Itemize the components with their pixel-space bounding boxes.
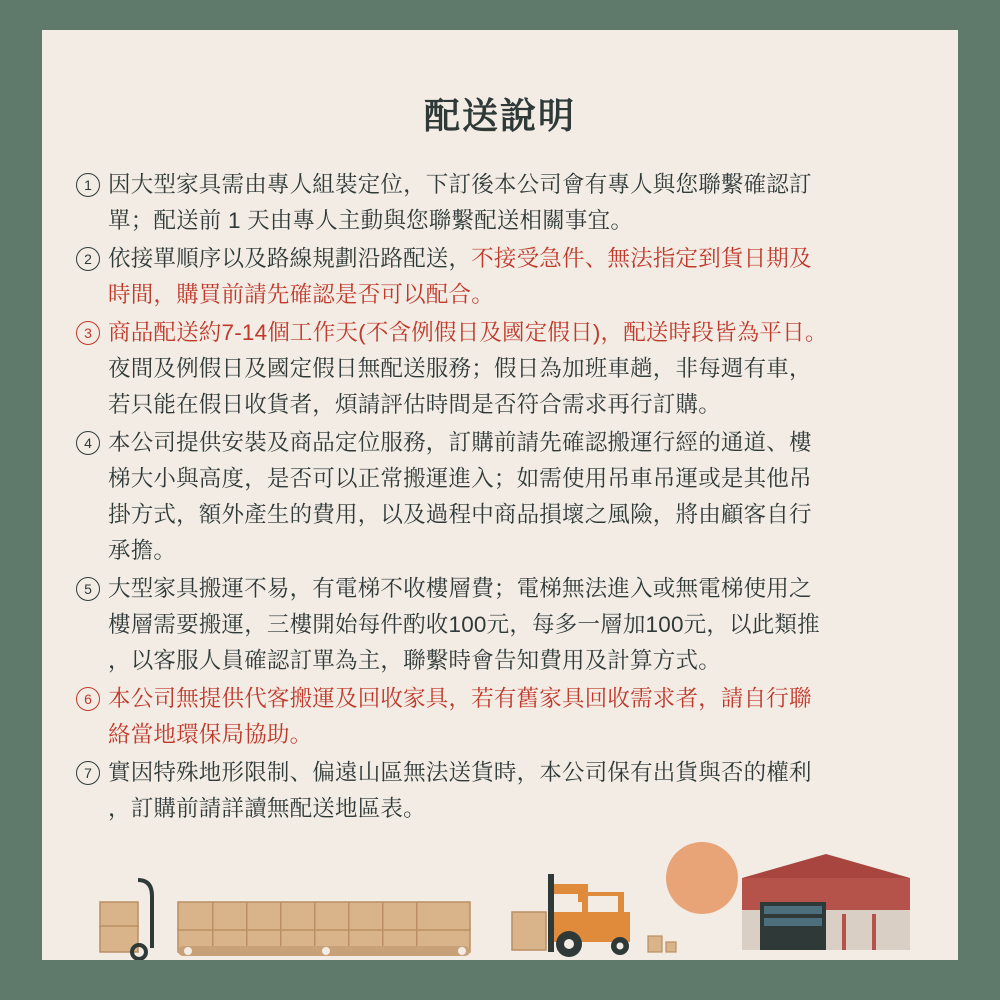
- list-item-text: [108, 755, 812, 827]
- text-segment: 樓層需要搬運，三樓開始每件酌收100元，每多一層加100元，以此類推: [108, 612, 820, 637]
- text-segment: 商品配送約7-14個工作天(不含例假日及國定假日)，配送時段皆為平日。: [108, 320, 828, 345]
- list-item-text: [108, 681, 812, 753]
- list-item: [76, 425, 928, 569]
- text-segment: 夜間及例假日及國定假日無配送服務；假日為加班車趟，非每週有車，: [108, 356, 812, 381]
- list-item-number: 7: [76, 761, 100, 785]
- list-item-line: [108, 717, 812, 753]
- list-item-line: [108, 203, 812, 239]
- text-segment: 單；配送前 1 天由專人主動與您聯繫配送相關事宜。: [108, 208, 634, 233]
- delivery-info-card: [42, 30, 958, 960]
- list-item-line: [108, 755, 812, 791]
- list-item-line: [108, 607, 820, 643]
- list-item-text: [108, 167, 812, 239]
- page-title: 配送說明: [423, 95, 576, 136]
- list-item-line: [108, 571, 820, 607]
- list-item-line: [108, 425, 812, 461]
- list-item-line: [108, 277, 812, 313]
- text-segment: 實因特殊地形限制、偏遠山區無法送貨時，本公司保有出貨與否的權利: [108, 760, 812, 785]
- text-segment: 若只能在假日收貨者，煩請評估時間是否符合需求再行訂購。: [108, 392, 721, 417]
- list-item-text: [108, 425, 812, 569]
- text-segment: 承擔。: [108, 538, 177, 563]
- list-item: [76, 681, 928, 753]
- list-item: [76, 755, 928, 827]
- text-segment: 掛方式，額外產生的費用，以及過程中商品損壞之風險，將由顧客自行: [108, 502, 812, 527]
- list-item-line: [108, 387, 828, 423]
- text-segment: 時間，購買前請先確認是否可以配合。: [108, 282, 494, 307]
- list-item-line: [108, 167, 812, 203]
- list-item-number: 2: [76, 247, 100, 271]
- list-item-number: 4: [76, 431, 100, 455]
- text-segment: 本公司提供安裝及商品定位服務，訂購前請先確認搬運行經的通道、樓: [108, 430, 812, 455]
- text-segment: 因大型家具需由專人組裝定位，下訂後本公司會有專人與您聯繫確認訂: [108, 172, 812, 197]
- list-item-text: [108, 315, 828, 423]
- text-segment: ，以客服人員確認訂單為主，聯繫時會告知費用及計算方式。: [108, 648, 721, 673]
- text-segment: 梯大小與高度，是否可以正常搬運進入；如需使用吊車吊運或是其他吊: [108, 466, 812, 491]
- text-segment: ，訂購前請詳讀無配送地區表。: [108, 796, 426, 821]
- text-segment: 依接單順序以及路線規劃沿路配送，: [108, 246, 472, 271]
- text-segment: 本公司無提供代客搬運及回收家具，若有舊家具回收需求者，請自行聯: [108, 686, 812, 711]
- text-segment: 不接受急件、無法指定到貨日期及: [471, 246, 812, 271]
- list-item-line: [108, 497, 812, 533]
- list-item-line: [108, 681, 812, 717]
- delivery-terms-list: [42, 167, 958, 827]
- list-item-number: 3: [76, 321, 100, 345]
- list-item-line: [108, 315, 828, 351]
- list-item-line: [108, 533, 812, 569]
- list-item-text: [108, 571, 820, 679]
- list-item-number: 5: [76, 577, 100, 601]
- list-item-line: [108, 643, 820, 679]
- list-item-line: [108, 461, 812, 497]
- list-item-line: [108, 241, 812, 277]
- list-item: [76, 167, 928, 239]
- list-item: [76, 571, 928, 679]
- list-item-number: 6: [76, 687, 100, 711]
- list-item-number: 1: [76, 173, 100, 197]
- text-segment: 大型家具搬運不易，有電梯不收樓層費；電梯無法進入或無電梯使用之: [108, 576, 812, 601]
- list-item-line: [108, 791, 812, 827]
- list-item-line: [108, 351, 828, 387]
- list-item: [76, 315, 928, 423]
- logistics-illustration: [42, 840, 958, 960]
- list-item-text: [108, 241, 812, 313]
- text-segment: 絡當地環保局協助。: [108, 722, 313, 747]
- list-item: [76, 241, 928, 313]
